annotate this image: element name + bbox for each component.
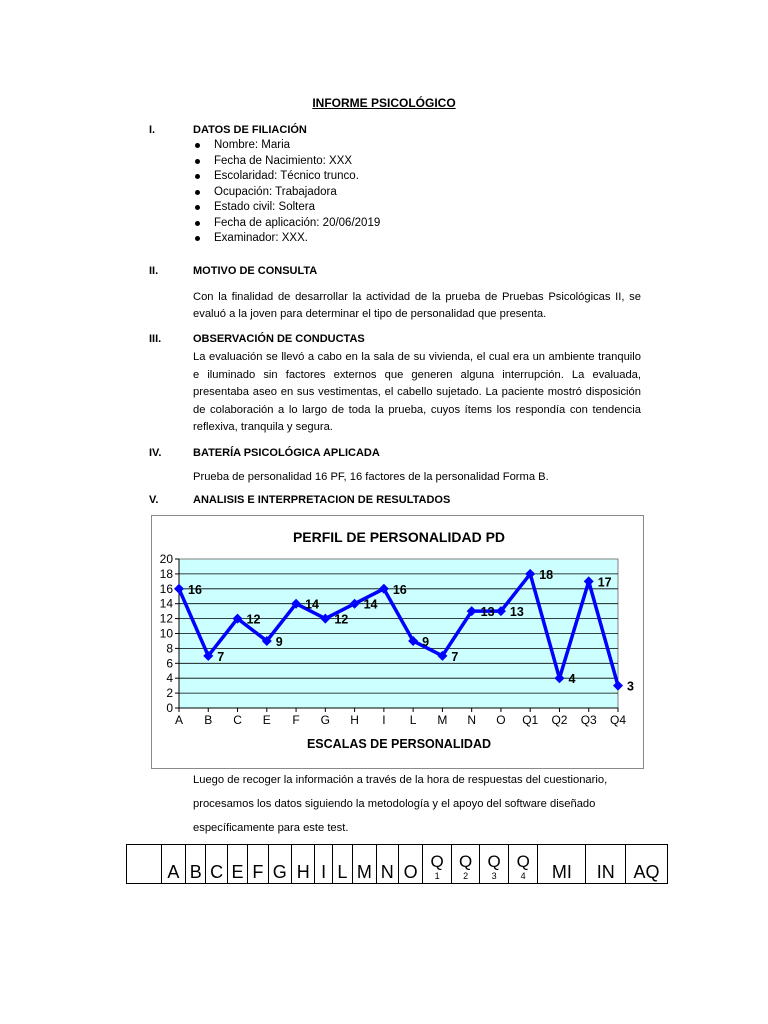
section-title-2: MOTIVO DE CONSULTA bbox=[193, 265, 318, 277]
table-cell: G bbox=[268, 845, 291, 884]
table-cell: A bbox=[161, 845, 185, 884]
section-title-1: DATOS DE FILIACIÓN bbox=[193, 124, 307, 136]
table-cell: H bbox=[292, 845, 315, 884]
list-item: Fecha de aplicación: 20/06/2019 bbox=[193, 216, 380, 232]
x-tick-label: A bbox=[174, 713, 184, 727]
y-tick-label: 18 bbox=[159, 566, 173, 581]
y-tick-label: 12 bbox=[159, 611, 173, 626]
x-tick-label: E bbox=[262, 713, 271, 727]
results-text-line-3: específicamente para este test. bbox=[193, 822, 349, 834]
page-title: INFORME PSICOLÓGICO bbox=[312, 96, 456, 110]
observacion-paragraph: La evaluación se llevó a cabo en la sala de su vivienda, el cual era un ambiente tranquilo e iluminado sin factores externos que generen alguna interrupción. La evaluada, presentaba aseo en sus vestimentas, el cabello sujetado. La paciente mostró disposición de colaboración a lo largo de toda la prueba, cuyos ítems los respondía con tendencia reflexiva, tranquila y segura. bbox=[193, 351, 641, 433]
table-cell: AQ bbox=[626, 845, 668, 884]
list-item: Nombre: Maria bbox=[193, 138, 380, 154]
table-cell: F bbox=[248, 845, 268, 884]
x-tick-label: Q1 bbox=[522, 713, 539, 727]
table-cell: L bbox=[332, 845, 352, 884]
filiacion-list bbox=[193, 138, 380, 247]
data-label: 18 bbox=[539, 567, 554, 582]
data-label: 17 bbox=[597, 575, 612, 590]
section-title-4: BATERÍA PSICOLÓGICA APLICADA bbox=[193, 447, 380, 459]
table-cell: IN bbox=[586, 845, 626, 884]
chart-x-axis-label: ESCALAS DE PERSONALIDAD bbox=[306, 737, 492, 751]
table-cell-q4: Q 4 bbox=[508, 845, 538, 884]
section-title-5: ANALISIS E INTERPRETACION DE RESULTADOS bbox=[193, 494, 451, 506]
data-label: 14 bbox=[363, 597, 378, 612]
table-cell: O bbox=[398, 845, 422, 884]
x-tick-label: G bbox=[320, 713, 331, 727]
x-tick-label: F bbox=[292, 713, 300, 727]
y-tick-label: 20 bbox=[159, 552, 173, 566]
table-cell: E bbox=[227, 845, 247, 884]
y-tick-label: 4 bbox=[166, 671, 173, 686]
x-tick-label: Q4 bbox=[609, 713, 627, 727]
x-tick-label: I bbox=[382, 713, 386, 727]
list-item: Fecha de Nacimiento: XXX bbox=[193, 154, 380, 170]
table-cell: C bbox=[206, 845, 227, 884]
x-tick-label: L bbox=[409, 713, 417, 727]
results-text-line-1: Luego de recoger la información a través de la hora de respuestas del cuestionario, bbox=[193, 774, 608, 786]
scales-table bbox=[126, 844, 668, 884]
y-tick-label: 6 bbox=[166, 656, 173, 671]
table-cell-q2: Q 2 bbox=[451, 845, 480, 884]
y-tick-label: 10 bbox=[159, 626, 173, 641]
list-item: Estado civil: Soltera bbox=[193, 200, 380, 216]
table-cell: B bbox=[186, 845, 206, 884]
y-tick-label: 16 bbox=[159, 581, 173, 596]
data-label: 13 bbox=[509, 605, 524, 620]
list-item: Examinador: XXX. bbox=[193, 231, 380, 247]
data-label: 14 bbox=[305, 597, 319, 612]
data-label: 16 bbox=[392, 582, 407, 597]
table-row bbox=[127, 845, 668, 884]
data-label: 13 bbox=[480, 605, 495, 620]
section-number-1: I. bbox=[149, 124, 156, 136]
chart-title: PERFIL DE PERSONALIDAD PD bbox=[292, 529, 506, 545]
section-title-3: OBSERVACIÓN DE CONDUCTAS bbox=[193, 333, 365, 345]
x-tick-label: H bbox=[350, 713, 359, 727]
chart-svg bbox=[152, 516, 643, 768]
table-cell: I bbox=[315, 845, 332, 884]
x-tick-label: Q2 bbox=[551, 713, 568, 727]
x-tick-label: B bbox=[204, 713, 213, 727]
data-label: 12 bbox=[334, 612, 349, 627]
list-item: Escolaridad: Técnico trunco. bbox=[193, 169, 380, 185]
x-tick-label: N bbox=[467, 713, 477, 727]
motivo-paragraph: Con la finalidad de desarrollar la actividad de la prueba de Pruebas Psicológicas II, se evaluó a la joven para determinar el tipo de personalidad que presenta. bbox=[193, 291, 641, 320]
personality-profile-chart bbox=[151, 515, 644, 769]
table-cell-q3: Q 3 bbox=[480, 845, 509, 884]
x-tick-label: M bbox=[437, 713, 448, 727]
section-number-3: III. bbox=[149, 333, 162, 345]
x-tick-label: Q3 bbox=[580, 713, 597, 727]
table-cell: MI bbox=[538, 845, 586, 884]
x-tick-label: O bbox=[496, 713, 506, 727]
x-tick-label: C bbox=[233, 713, 242, 727]
data-label: 12 bbox=[246, 612, 261, 627]
table-cell: M bbox=[353, 845, 376, 884]
data-label: 9 bbox=[422, 634, 430, 649]
y-tick-label: 2 bbox=[166, 686, 173, 701]
y-tick-label: 0 bbox=[166, 701, 173, 715]
bateria-paragraph: Prueba de personalidad 16 PF, 16 factores de la personalidad Forma B. bbox=[193, 471, 549, 483]
data-label: 16 bbox=[188, 582, 202, 597]
section-number-4: IV. bbox=[149, 447, 162, 459]
section-number-2: II. bbox=[149, 265, 159, 277]
data-label: 7 bbox=[451, 649, 459, 664]
data-label: 9 bbox=[275, 634, 283, 649]
y-tick-label: 8 bbox=[166, 641, 173, 656]
table-cell-q1: Q 1 bbox=[423, 845, 452, 884]
data-label: 7 bbox=[217, 649, 225, 664]
section-number-5: V. bbox=[149, 494, 159, 506]
table-cell: N bbox=[376, 845, 398, 884]
results-text-line-2: procesamos los datos siguiendo la metodología y el apoyo del software diseñado bbox=[193, 798, 596, 810]
y-tick-label: 14 bbox=[159, 596, 173, 611]
data-label: 4 bbox=[568, 672, 576, 687]
data-label: 3 bbox=[627, 679, 634, 694]
list-item: Ocupación: Trabajadora bbox=[193, 185, 380, 201]
table-cell-empty bbox=[127, 845, 162, 884]
